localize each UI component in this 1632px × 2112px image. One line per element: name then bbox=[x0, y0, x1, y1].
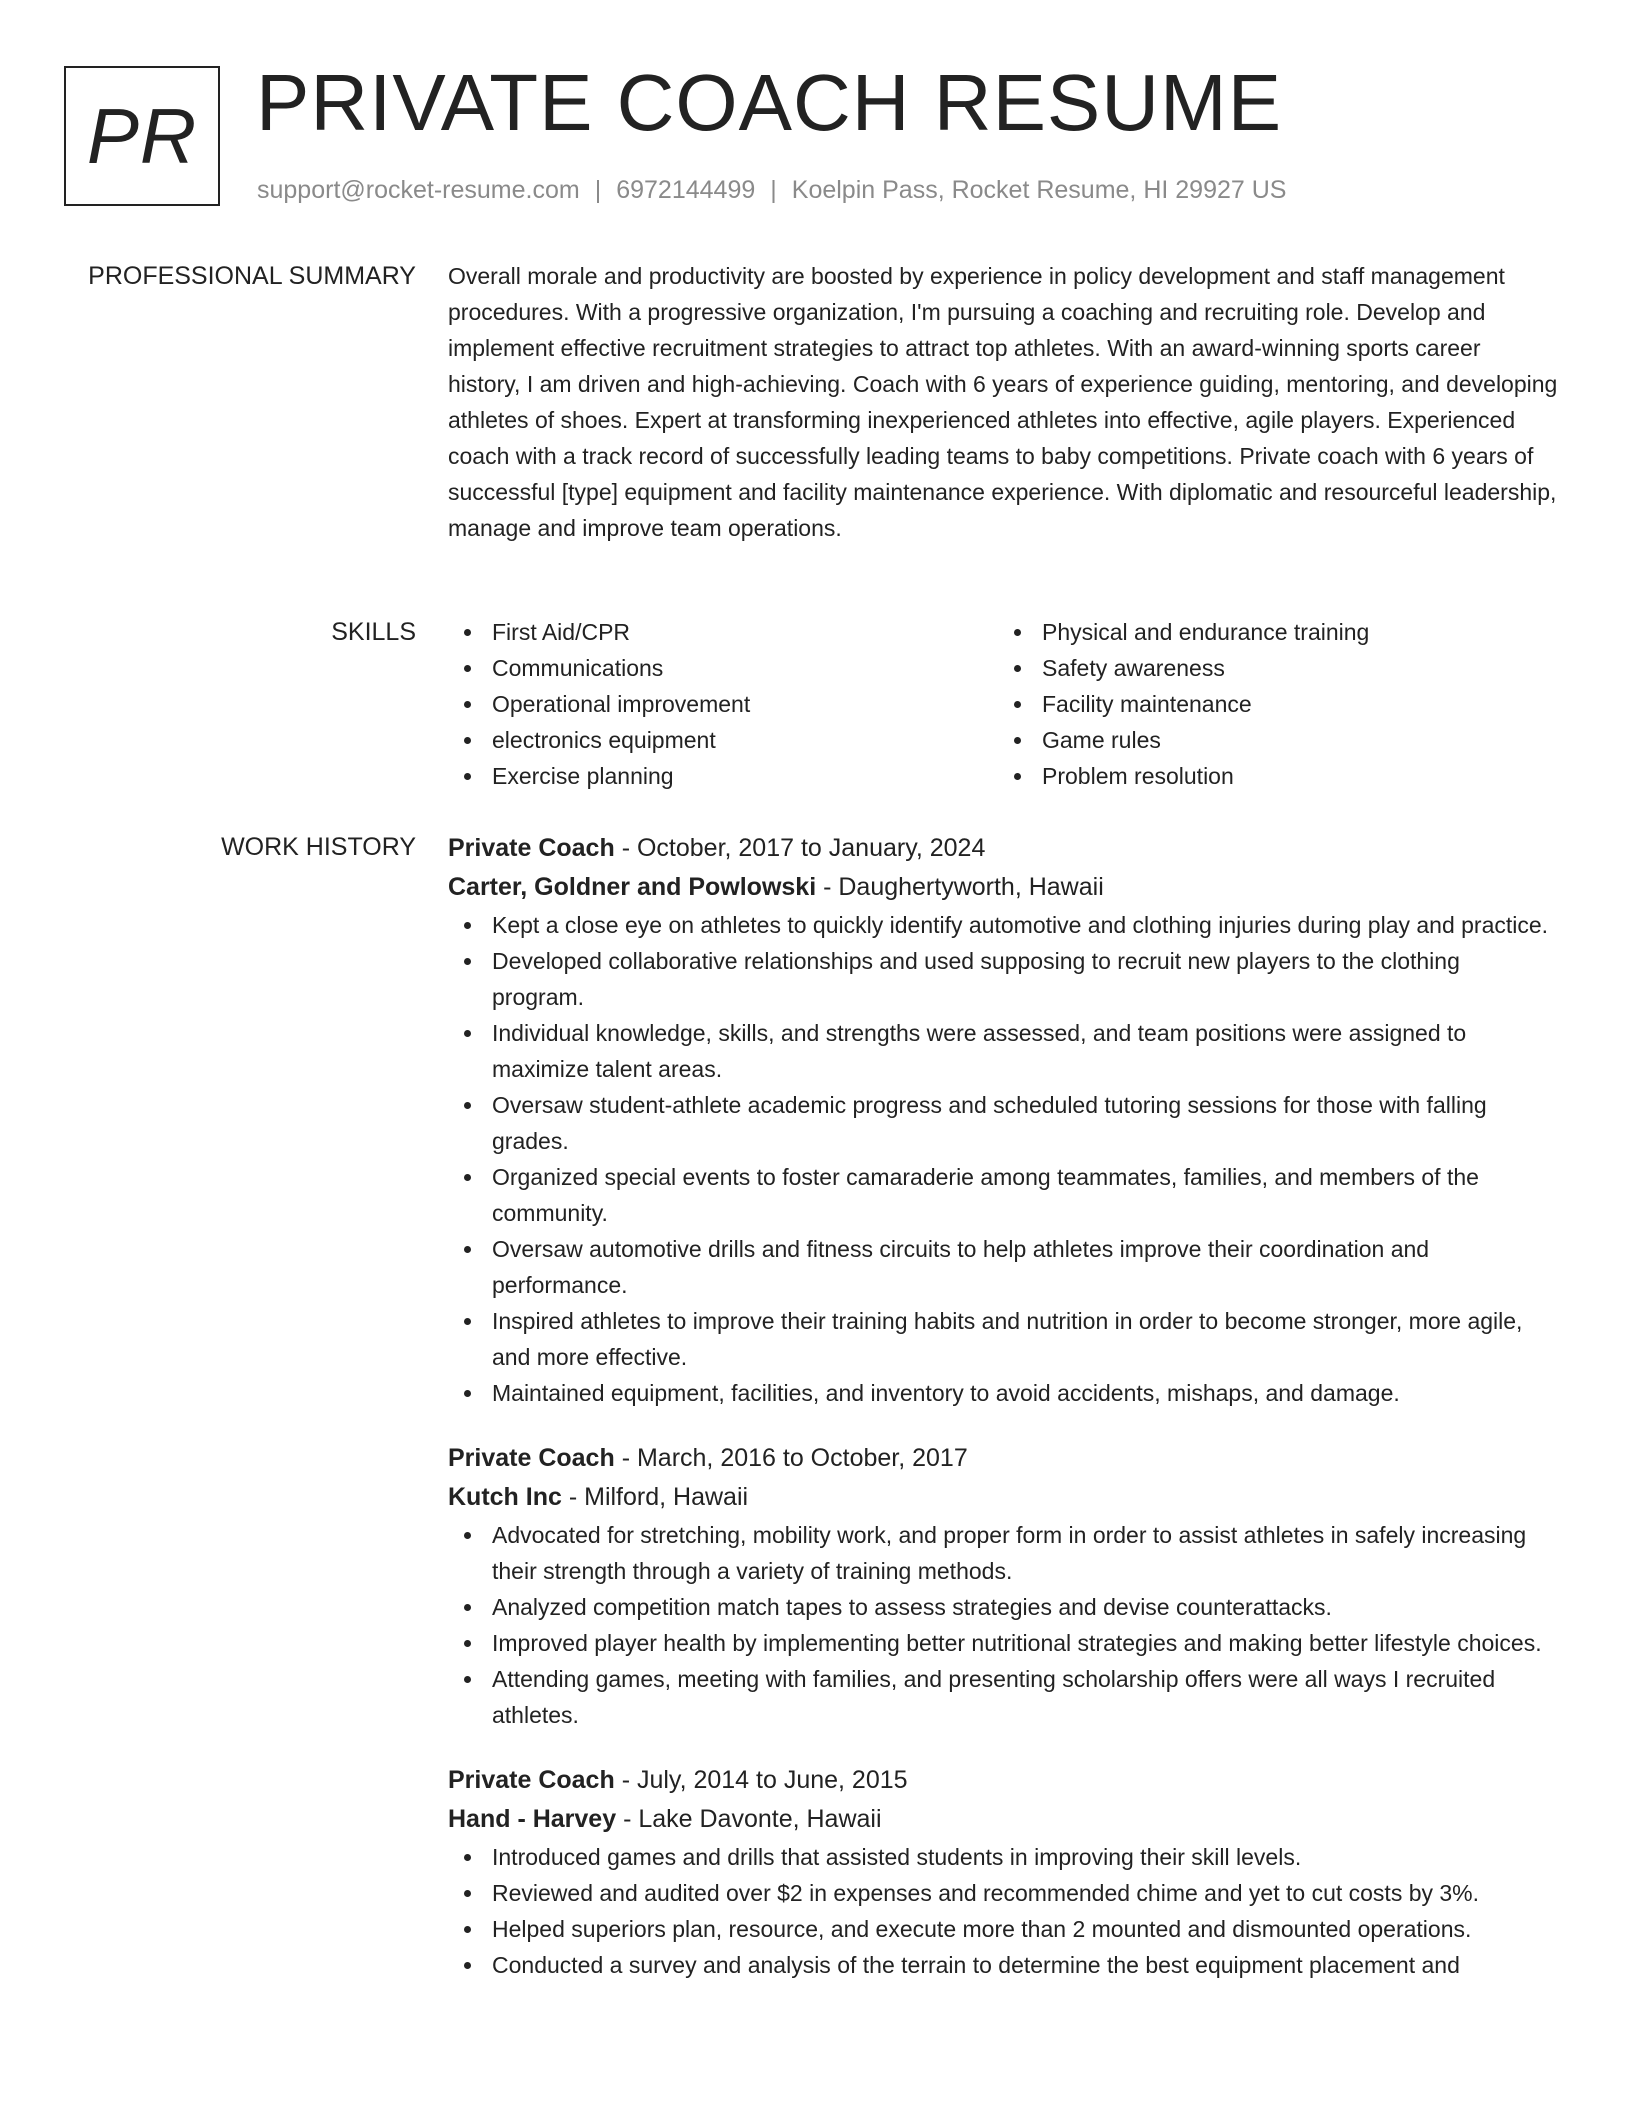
job-entry bbox=[448, 1761, 1558, 1983]
job-bullet-list bbox=[448, 1839, 1558, 1983]
skills-body bbox=[448, 614, 1558, 794]
job-dates: - March, 2016 to October, 2017 bbox=[614, 1444, 968, 1472]
job-bullet: Improved player health by implementing better nutritional strategies and making better lifestyle choices. bbox=[448, 1625, 1558, 1661]
skill-item: electronics equipment bbox=[448, 722, 998, 758]
job-bullet: Reviewed and audited over $2 in expenses and recommended chime and yet to cut costs by 3%. bbox=[448, 1875, 1558, 1911]
contact-separator: | bbox=[594, 176, 602, 204]
skill-item: Game rules bbox=[998, 722, 1558, 758]
job-title: Private Coach bbox=[448, 1444, 615, 1472]
job-bullet: Analyzed competition match tapes to assess strategies and devise counterattacks. bbox=[448, 1589, 1558, 1625]
skill-item: Safety awareness bbox=[998, 650, 1558, 686]
skill-item: Communications bbox=[448, 650, 998, 686]
skill-item: Operational improvement bbox=[448, 686, 998, 722]
job-company-line bbox=[448, 1478, 1558, 1517]
job-dates: - July, 2014 to June, 2015 bbox=[614, 1766, 908, 1794]
job-bullet-list bbox=[448, 1517, 1558, 1733]
job-entry bbox=[448, 829, 1558, 1411]
job-bullet: Maintained equipment, facilities, and inventory to avoid accidents, mishaps, and damage. bbox=[448, 1375, 1558, 1411]
work-history-body bbox=[448, 829, 1558, 2011]
job-location: - Daughertyworth, Hawaii bbox=[816, 873, 1104, 901]
job-entry bbox=[448, 1439, 1558, 1733]
job-location: - Lake Davonte, Hawaii bbox=[616, 1805, 882, 1833]
job-bullet: Oversaw automotive drills and fitness circuits to help athletes improve their coordination and performance. bbox=[448, 1231, 1558, 1303]
resume-title: PRIVATE COACH RESUME bbox=[256, 58, 1283, 147]
job-dates: - October, 2017 to January, 2024 bbox=[614, 834, 986, 862]
job-bullet: Advocated for stretching, mobility work, and proper form in order to assist athletes in safely increasing their strength through a variety of training methods. bbox=[448, 1517, 1558, 1589]
job-bullet: Organized special events to foster camaraderie among teammates, families, and members of the community. bbox=[448, 1159, 1558, 1231]
summary-text: Overall morale and productivity are boosted by experience in policy development and staff management procedures. With a progressive organization, I'm pursuing a coaching and recruiting role. Develop and implement effective recruitment strategies to attract top athletes. With an award-winning sports career history, I am driven and high-achieving. Coach with 6 years of experience guiding, mentoring, and developing athletes of shoes. Expert at transforming inexperienced athletes into effective, agile players. Experienced coach with a track record of successfully leading teams to baby competitions. Private coach with 6 years of successful [type] equipment and facility maintenance experience. With diplomatic and resourceful leadership, manage and improve team operations. bbox=[448, 263, 1558, 541]
skill-item: Facility maintenance bbox=[998, 686, 1558, 722]
contact-separator: | bbox=[770, 176, 777, 204]
job-bullet: Introduced games and drills that assisted students in improving their skill levels. bbox=[448, 1839, 1558, 1875]
job-bullet-list bbox=[448, 907, 1558, 1411]
job-title: Private Coach bbox=[448, 1766, 615, 1794]
contact-phone[interactable]: 6972144499 bbox=[616, 176, 756, 204]
job-bullet: Helped superiors plan, resource, and execute more than 2 mounted and dismounted operations. bbox=[448, 1911, 1558, 1947]
skills-heading: SKILLS bbox=[331, 618, 416, 646]
job-title-line bbox=[448, 1761, 1558, 1800]
job-bullet: Individual knowledge, skills, and strengths were assessed, and team positions were assigned to maximize talent areas. bbox=[448, 1015, 1558, 1087]
skill-item: Physical and endurance training bbox=[998, 614, 1558, 650]
job-company: Hand - Harvey bbox=[448, 1805, 617, 1833]
job-bullet: Developed collaborative relationships and used supposing to recruit new players to the clothing program. bbox=[448, 943, 1558, 1015]
skills-list-right bbox=[998, 614, 1558, 794]
skills-list-left bbox=[448, 614, 998, 794]
summary-body bbox=[448, 258, 1558, 546]
job-bullet: Kept a close eye on athletes to quickly identify automotive and clothing injuries during play and practice. bbox=[448, 907, 1558, 943]
job-bullet: Conducted a survey and analysis of the terrain to determine the best equipment placement and bbox=[448, 1947, 1558, 1983]
skill-item: Problem resolution bbox=[998, 758, 1558, 794]
job-title-line bbox=[448, 829, 1558, 868]
contact-email[interactable]: support@rocket-resume.com bbox=[257, 176, 580, 204]
job-location: - Milford, Hawaii bbox=[561, 1483, 749, 1511]
contact-address: Koelpin Pass, Rocket Resume, HI 29927 US bbox=[791, 176, 1287, 204]
job-title: Private Coach bbox=[448, 834, 615, 862]
job-bullet: Oversaw student-athlete academic progress and scheduled tutoring sessions for those with falling grades. bbox=[448, 1087, 1558, 1159]
job-company-line bbox=[448, 1800, 1558, 1839]
skill-item: First Aid/CPR bbox=[448, 614, 998, 650]
job-company: Kutch Inc bbox=[448, 1483, 562, 1511]
work-history-heading: WORK HISTORY bbox=[221, 833, 416, 861]
job-bullet: Inspired athletes to improve their training habits and nutrition in order to become stronger, more agile, and more effective. bbox=[448, 1303, 1558, 1375]
job-title-line bbox=[448, 1439, 1558, 1478]
job-bullet: Attending games, meeting with families, and presenting scholarship offers were all ways I recruited athletes. bbox=[448, 1661, 1558, 1733]
job-company: Carter, Goldner and Powlowski bbox=[448, 873, 817, 901]
skill-item: Exercise planning bbox=[448, 758, 998, 794]
contact-line bbox=[257, 176, 1286, 205]
monogram-logo: PR bbox=[64, 66, 220, 206]
job-company-line bbox=[448, 868, 1558, 907]
summary-heading: PROFESSIONAL SUMMARY bbox=[88, 262, 416, 290]
